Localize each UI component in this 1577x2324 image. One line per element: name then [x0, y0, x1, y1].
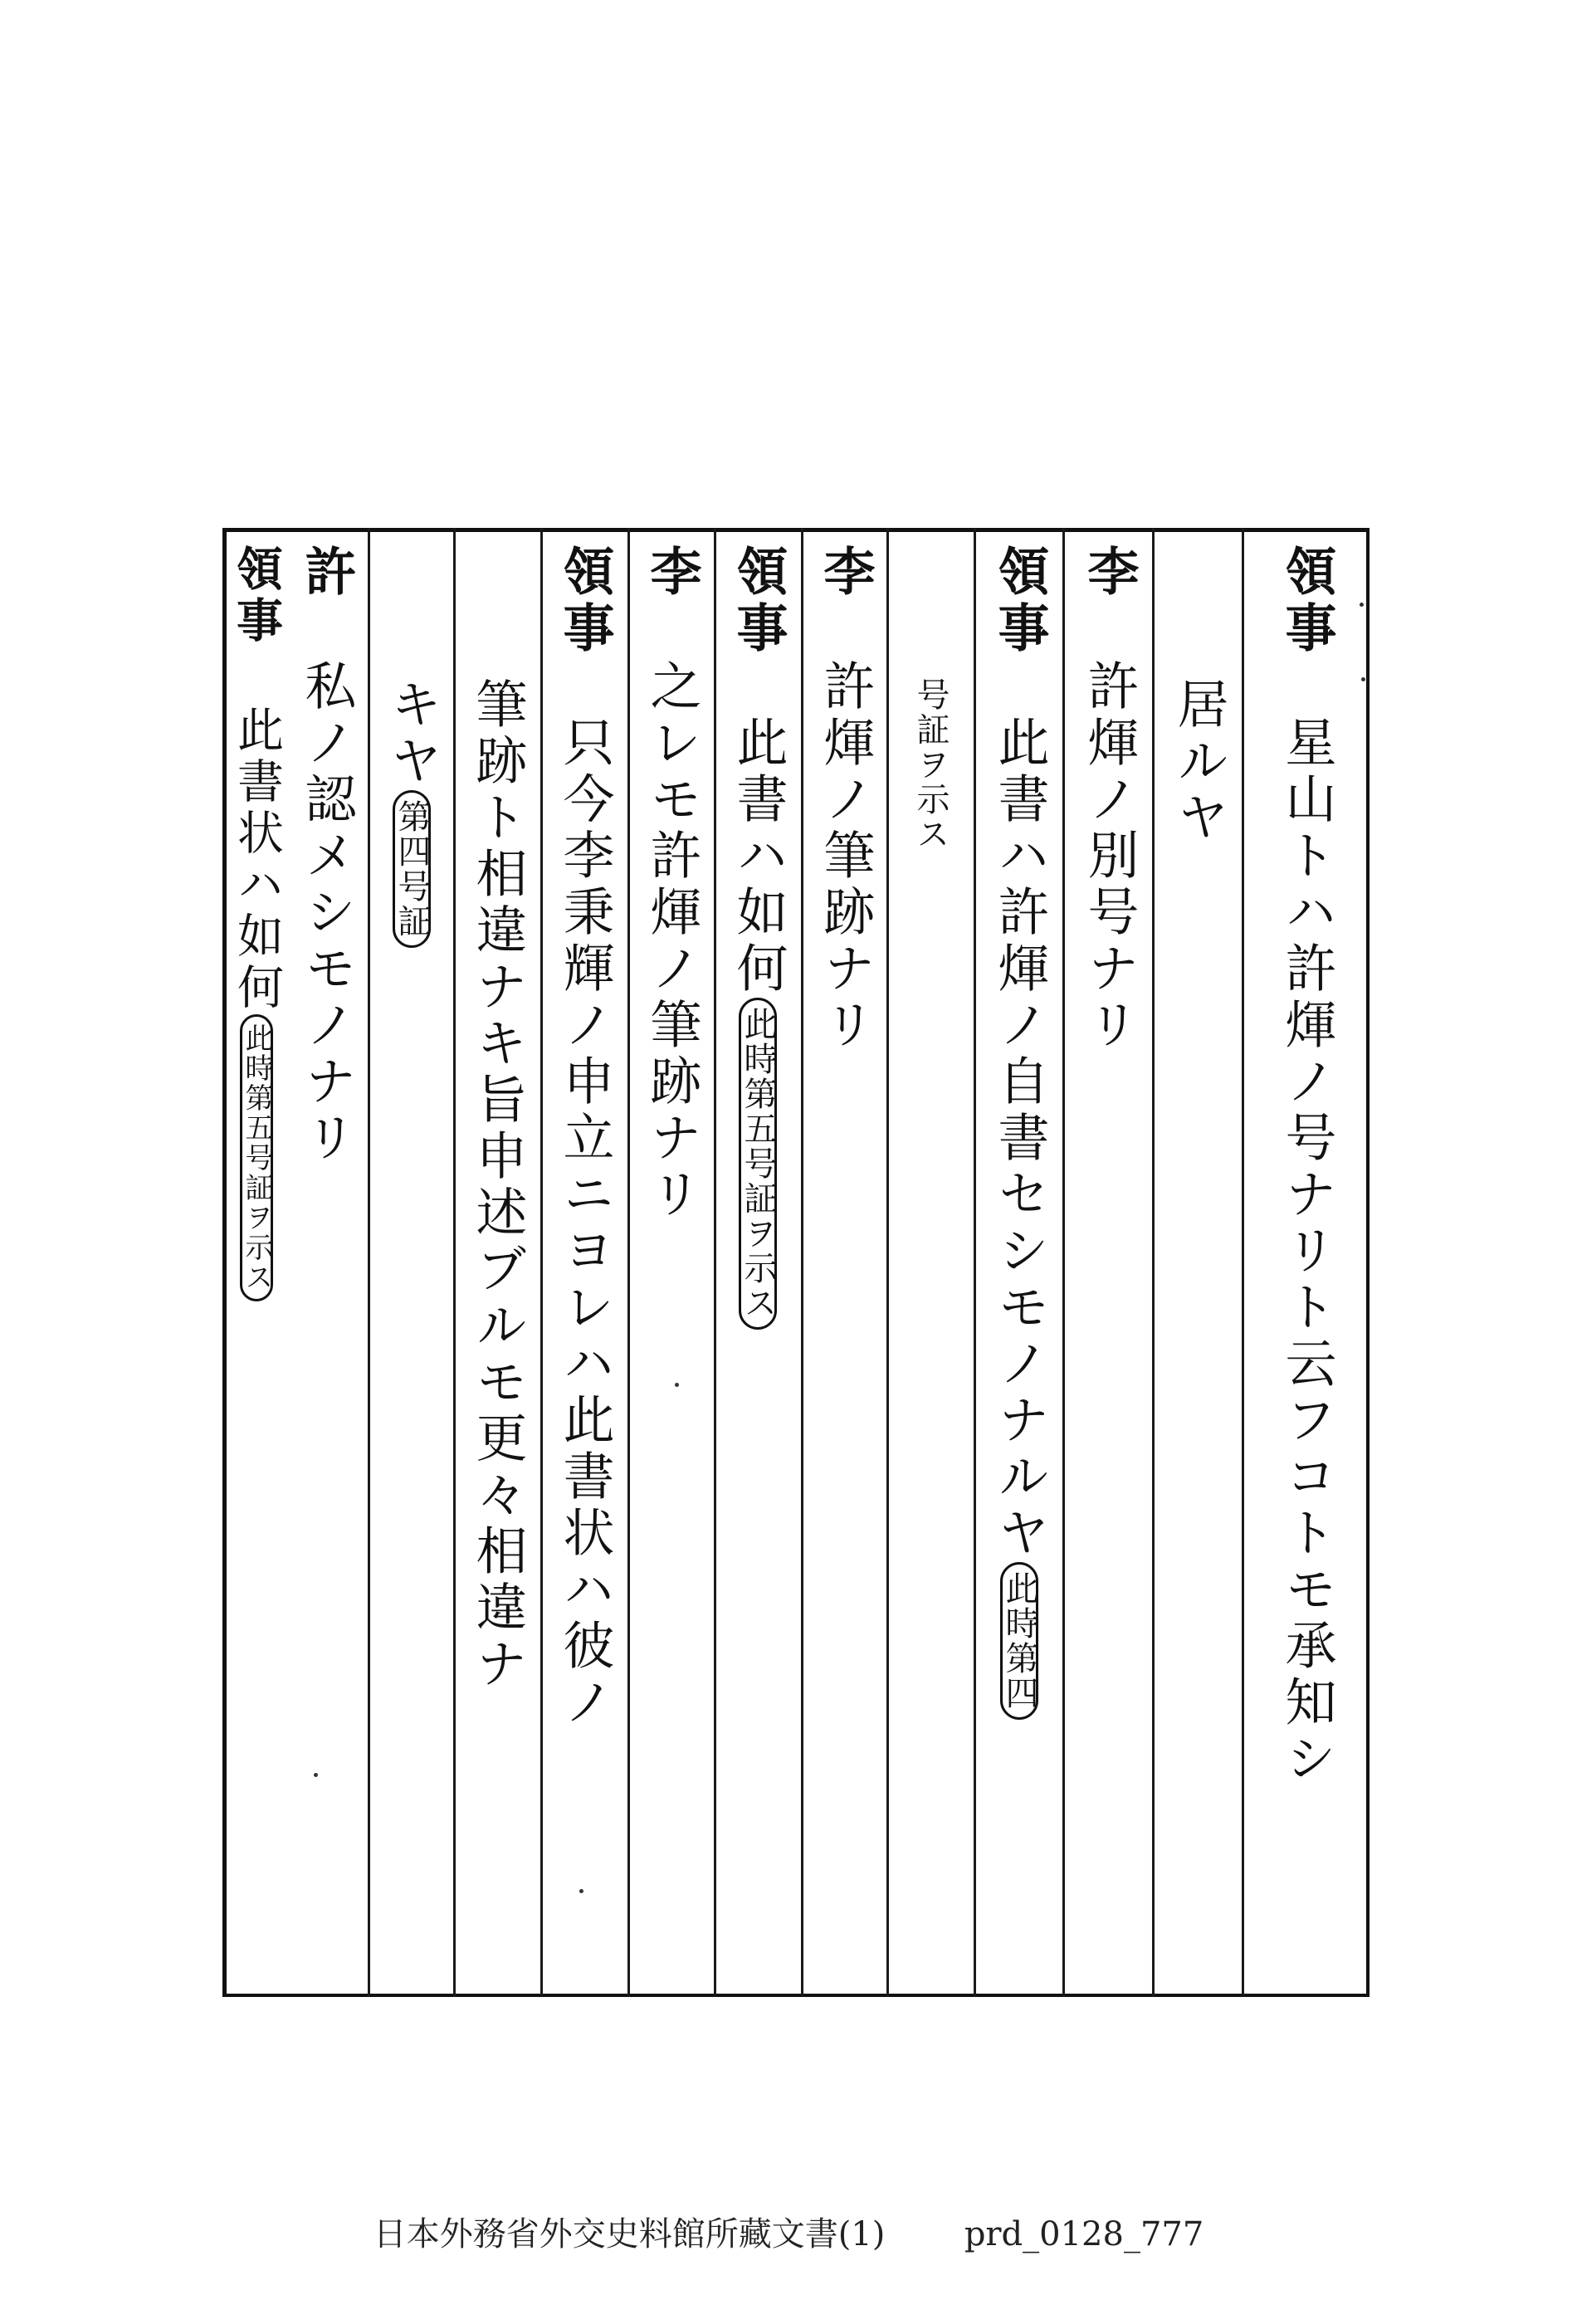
column-text: 居ルヤ — [1169, 677, 1229, 847]
annotation-note: 此時第五号証ヲ示ス — [739, 998, 777, 1330]
column-speaker: 領事 — [728, 544, 788, 657]
column-speaker: 李 — [815, 544, 876, 601]
column-text: 只今李秉輝ノ申立ニヨレハ此書状ハ彼ノ — [554, 715, 615, 1731]
text-column — [976, 544, 1062, 1980]
text-column — [716, 544, 799, 1980]
column-text: 此書状ハ如何 — [230, 706, 284, 1014]
column-rule — [1152, 528, 1155, 1997]
column-speaker: 許 — [296, 544, 357, 601]
document-id: prd_0128_777 — [964, 2215, 1204, 2253]
text-column — [803, 544, 886, 1980]
column-text: キヤ — [382, 677, 442, 790]
column-speaker: 李 — [642, 544, 702, 601]
column-text: 星山トハ許煇ノ号ナリト云フコトモ承知シ — [1277, 715, 1337, 1788]
text-column — [889, 544, 972, 1980]
column-text: 筆跡ト相違ナキ旨申述ブルモ更々相違ナ — [467, 677, 528, 1693]
scan-speck — [675, 1383, 679, 1387]
text-column — [229, 544, 284, 1980]
column-text: 号証ヲ示ス — [911, 677, 950, 852]
archive-caption — [0, 2208, 1577, 2255]
column-rule — [1062, 528, 1065, 1997]
column-text: 之レモ許煇ノ筆跡ナリ — [642, 659, 702, 1223]
column-speaker: 領事 — [554, 544, 615, 657]
text-column — [543, 544, 626, 1980]
column-speaker: 李 — [1079, 544, 1140, 601]
text-column — [1066, 544, 1152, 1980]
manuscript-sheet — [222, 528, 1370, 1997]
scan-speck — [579, 1889, 583, 1893]
scan-speck — [1360, 603, 1364, 607]
annotation-note: 此時第五号証ヲ示ス — [240, 1014, 273, 1301]
column-text: 此書ハ如何 — [728, 715, 788, 998]
column-text: 許煇ノ別号ナリ — [1079, 659, 1140, 1054]
column-speaker: 領事 — [989, 544, 1050, 657]
archive-name: 日本外務省外交史料館所藏文書(1) — [373, 2215, 886, 2253]
annotation-note: 第四号証 — [393, 790, 431, 948]
column-text: 私ノ認メシモノナリ — [296, 659, 357, 1167]
column-speaker: 領事 — [1277, 544, 1337, 657]
text-column — [370, 544, 453, 1980]
column-rule — [1242, 528, 1244, 1997]
text-column — [285, 544, 368, 1980]
scan-speck — [314, 1773, 318, 1777]
annotation-note: 此時第四 — [1000, 1562, 1038, 1720]
text-column — [630, 544, 713, 1980]
scan-speck — [1361, 677, 1365, 681]
text-column — [1245, 544, 1368, 1980]
column-text: 許煇ノ筆跡ナリ — [815, 659, 876, 1054]
text-column — [1155, 544, 1242, 1980]
column-speaker: 領事 — [229, 544, 284, 647]
text-column — [456, 544, 539, 1980]
column-text: 此書ハ許煇ノ自書セシモノナルヤ — [989, 715, 1050, 1562]
